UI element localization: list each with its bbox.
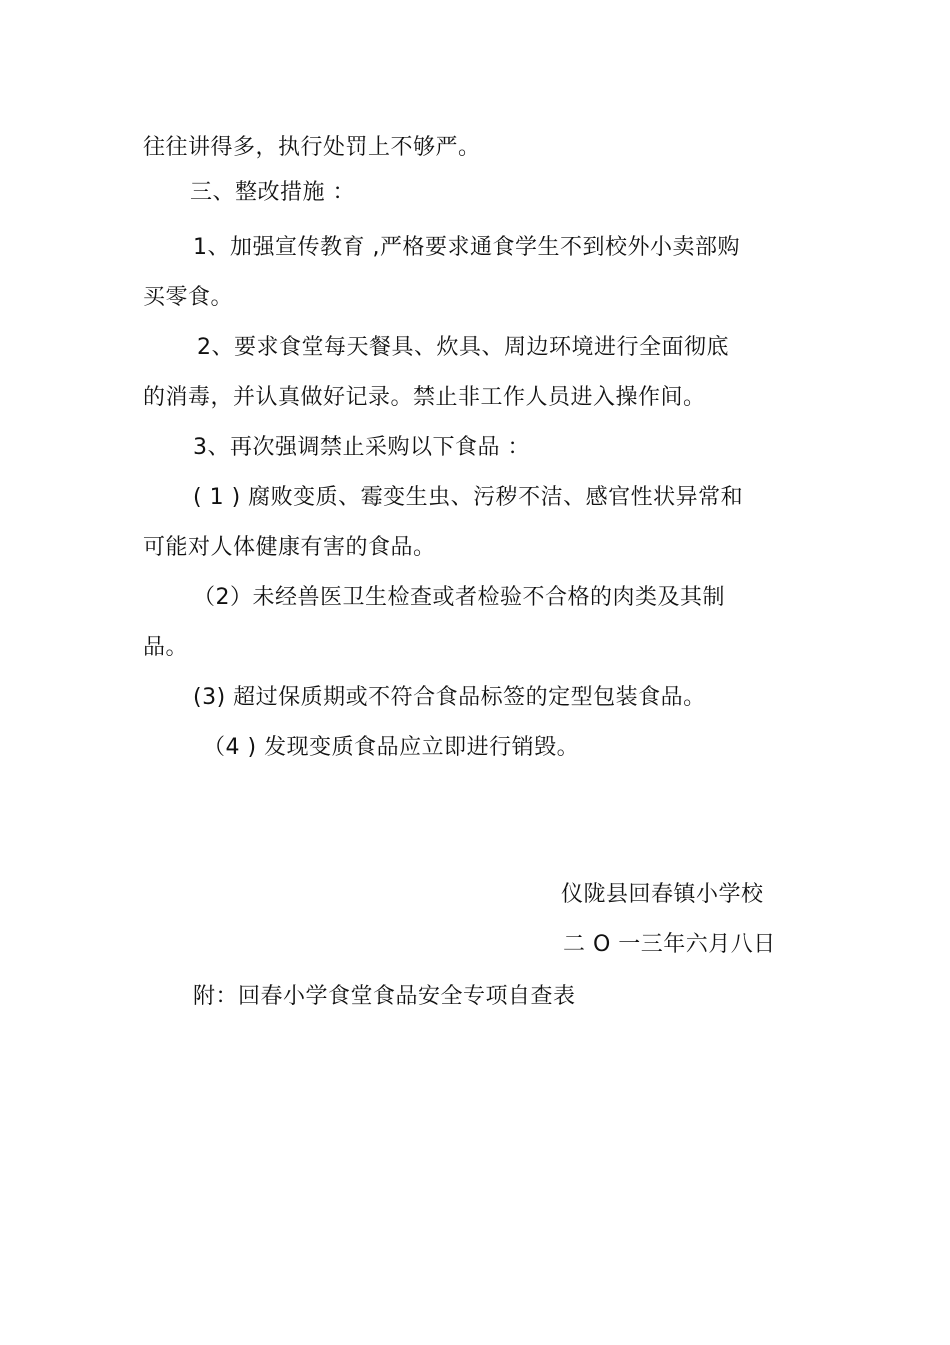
- signature-school: 仪陇县回春镇小学校: [561, 882, 764, 907]
- attachment-note: 附：回春小学食堂食品安全专项自查表: [193, 984, 576, 1009]
- section-heading-rectification: 三、整改措施 ：: [190, 180, 355, 205]
- signature-date: 二 O 一三年六月八日: [563, 932, 776, 957]
- measure-1-line-2: 买零食。: [143, 285, 234, 310]
- paragraph-line-1: 往往讲得多，执行处罚上不够严。: [143, 135, 481, 160]
- item-2-line-2: 品。: [143, 635, 189, 660]
- item-2-line-1: （2）未经兽医卫生检查或者检验不合格的肉类及其制: [193, 585, 725, 610]
- measure-3-heading: 3、再次强调禁止采购以下食品 ：: [193, 435, 530, 460]
- item-4-line: （4 ) 发现变质食品应立即进行销毁。: [203, 735, 580, 760]
- measure-1-line-1: 1、加强宣传教育 ,严格要求通食学生不到校外小卖部购: [193, 235, 740, 260]
- item-3-line: (3) 超过保质期或不符合食品标签的定型包装食品。: [193, 685, 706, 710]
- item-1-line-2: 可能对人体健康有害的食品。: [143, 535, 436, 560]
- measure-2-line-1: 2、要求食堂每天餐具、炊具、周边环境进行全面彻底: [197, 335, 729, 360]
- item-1-line-1: ( 1 ) 腐败变质、霉变生虫、污秽不洁、感官性状异常和: [193, 485, 744, 510]
- measure-2-line-2: 的消毒，并认真做好记录。禁止非工作人员进入操作间。: [143, 385, 706, 410]
